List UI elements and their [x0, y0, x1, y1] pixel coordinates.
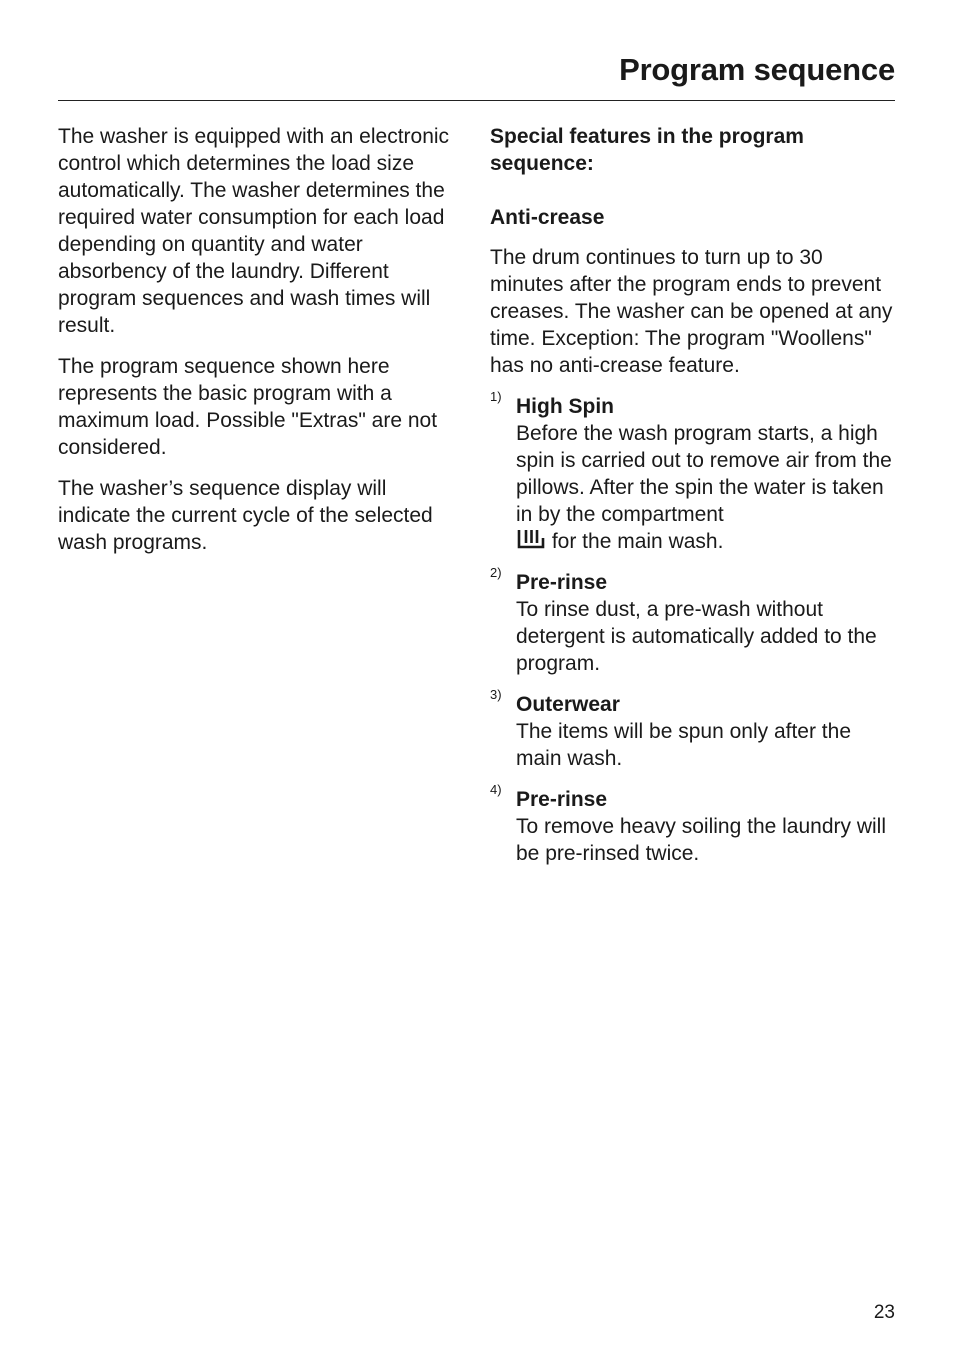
- footnote-text: To rinse dust, a pre-wash without detergent is automatically added to the program.: [516, 598, 877, 675]
- footnote-title: High Spin: [516, 395, 614, 418]
- special-features-heading: Special features in the program sequence:: [490, 125, 804, 175]
- footnote-text: [516, 420, 900, 555]
- left-column: [58, 123, 462, 556]
- anti-crease-heading: Anti-crease: [490, 206, 605, 229]
- footnote-text: The items will be spun only after the main wash.: [516, 720, 851, 770]
- footnote-text: To remove heavy soiling the laundry will be pre-rinsed twice.: [516, 815, 887, 865]
- footnote-marker: 1): [490, 389, 502, 404]
- footnote-title: Pre-rinse: [516, 788, 608, 811]
- right-column: [490, 123, 900, 867]
- footnote-text-part: for the main wash.: [551, 530, 724, 553]
- sequence-display-paragraph: The washer’s sequence display will indicate the current cycle of the selected wash programs.: [58, 477, 433, 554]
- footnote-marker: 2): [490, 565, 502, 580]
- main-wash-compartment-icon: [516, 528, 546, 550]
- title-divider: [58, 100, 895, 101]
- anti-crease-text: The drum continues to turn up to 30 minutes after the program ends to prevent creases. The washer can be opened at any time. Exception: The program "Woollens" has no anti-crease feature.: [490, 246, 893, 377]
- basic-program-paragraph: The program sequence shown here represents the basic program with a maximum load. Possible "Extras" are not considered.: [58, 355, 438, 459]
- footnote-marker: 3): [490, 687, 502, 702]
- footnote-title: Outerwear: [516, 693, 620, 716]
- footnote-high-spin: [490, 389, 900, 555]
- footnote-outerwear: [490, 687, 900, 772]
- page-title: Program sequence: [619, 52, 895, 87]
- footnote-marker: 4): [490, 782, 502, 797]
- footnote-pre-rinse: [490, 565, 900, 677]
- intro-paragraph: The washer is equipped with an electronic control which determines the load size automatically. The washer determines the required water consumption for each load depending on quantity and water absorbency of the laundry. Different program sequences and wash times will result.: [58, 125, 450, 337]
- footnote-title: Pre-rinse: [516, 571, 608, 594]
- footnote-pre-rinse-twice: [490, 782, 900, 867]
- page-number: 23: [873, 1302, 895, 1323]
- footnote-text-part: Before the wash program starts, a high spin is carried out to remove air from the pillows. After the spin the water is taken in by the compartment: [516, 422, 892, 526]
